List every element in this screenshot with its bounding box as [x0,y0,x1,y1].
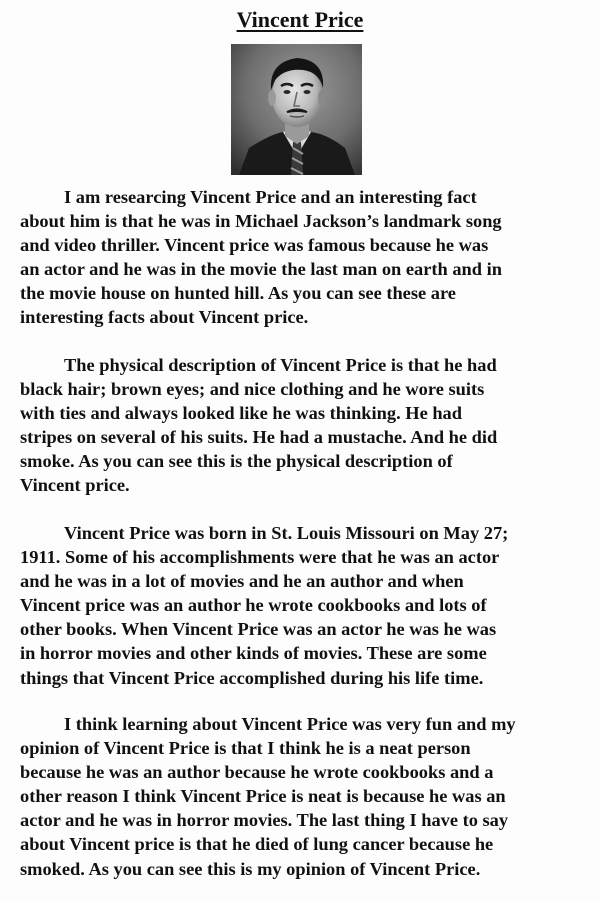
text-line: Vincent price. [20,475,130,496]
text-line: Vincent Price was born in St. Louis Missouri on May 27; [64,523,509,543]
paragraph-1 [20,185,592,330]
text-line: about him is that he was in Michael Jackson’s landmark song [20,211,502,232]
text-line: and video thriller. Vincent price was famous because he was [20,235,489,256]
page-title: Vincent Price [236,7,364,32]
paragraph-4 [20,712,592,881]
text-line: because he was an author because he wrote cookbooks and a [20,762,494,783]
text-line: things that Vincent Price accomplished during his life time. [20,667,484,688]
text-line: other books. When Vincent Price was an actor he was he was [20,619,497,640]
text-line: smoke. As you can see this is the physical description of [20,451,453,472]
text-line: about Vincent price is that he died of lung cancer because he [20,834,494,855]
text-line: the movie house on hunted hill. As you can see these are [20,283,456,304]
text-line: and he was in a lot of movies and he an author and when [20,571,464,592]
text-line: I think learning about Vincent Price was very fun and my [64,714,516,734]
text-line: I am researcing Vincent Price and an interesting fact [64,187,477,207]
text-line: smoked. As you can see this is my opinion of Vincent Price. [20,858,481,879]
text-line: 1911. Some of his accomplishments were that he was an actor [20,547,500,568]
text-line: interesting facts about Vincent price. [20,307,309,328]
text-line: an actor and he was in the movie the last man on earth and in [20,259,502,280]
text-line: stripes on several of his suits. He had a mustache. And he did [20,427,498,448]
paragraph-2 [20,353,592,498]
text-line: with ties and always looked like he was thinking. He had [20,403,462,424]
text-line: other reason I think Vincent Price is neat is because he was an [20,786,506,807]
text-line: Vincent price was an author he wrote cookbooks and lots of [20,595,487,616]
text-line: opinion of Vincent Price is that I think he is a neat person [20,738,471,759]
text-line: black hair; brown eyes; and nice clothing and he wore suits [20,379,485,400]
text-line: in horror movies and other kinds of movies. These are some [20,643,487,664]
paragraph-3 [20,521,592,690]
portrait-photo [231,44,362,175]
text-line: The physical description of Vincent Price is that he had [64,355,497,375]
text-line: actor and he was in horror movies. The last thing I have to say [20,810,509,831]
